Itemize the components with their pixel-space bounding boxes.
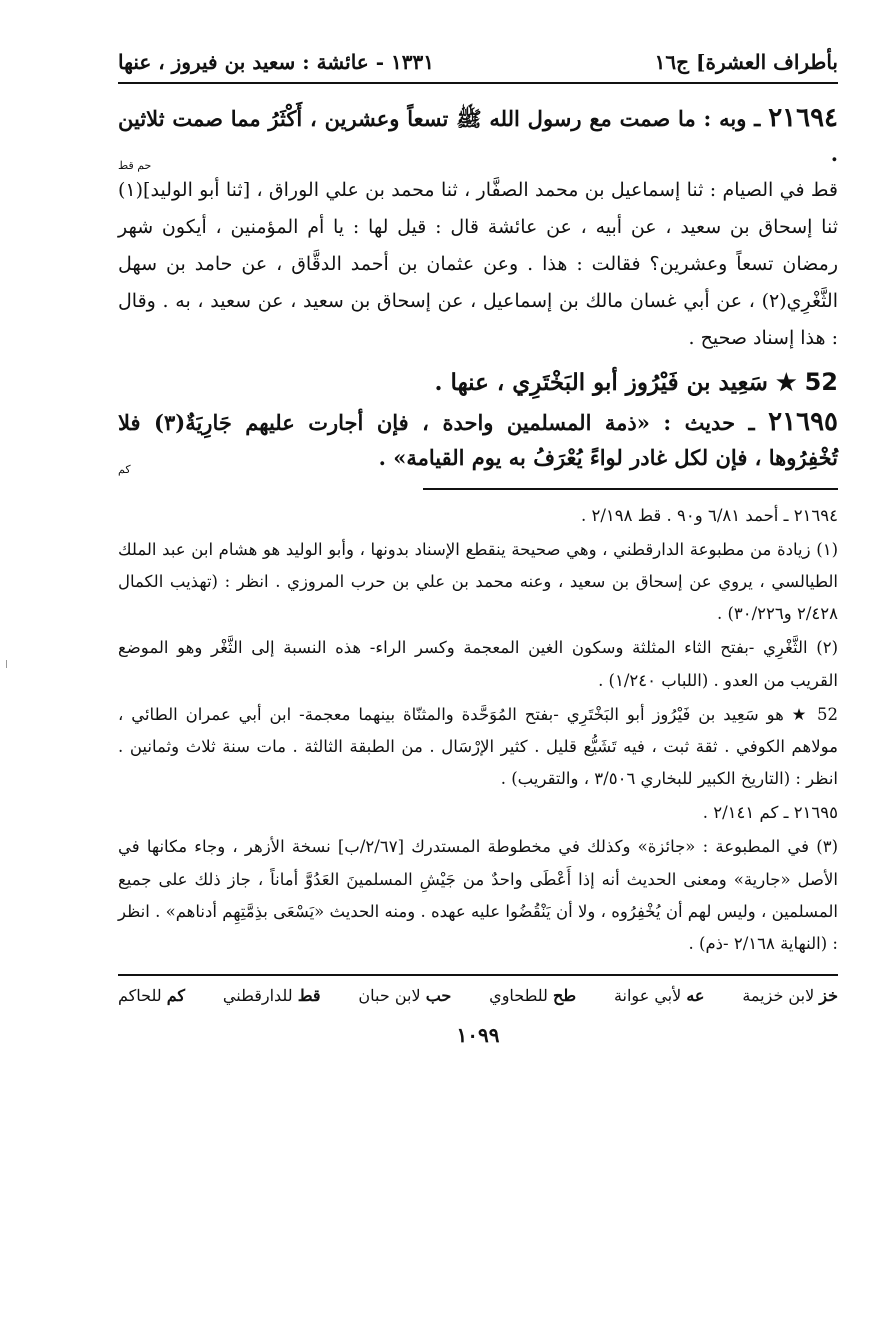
- footnote: (٣) في المطبوعة : «جائزة» وكذلك في مخطوطة المستدرك [٢/٦٧/ب] نسخة الأزهر ، وجاء مكانها في الأصل «جارية» ومعنى الحديث أنه إذا أَعْطَى واحدٌ من جَيْشِ المسلمينَ العَدُوَّ أماناً ، جاز ذلك على جميع المسلمين ، وليس لهم أن يُخْفِرُوه ، ولا أن يَنْقُضُوا عليه عهده . ومنه الحديث «يَسْعَى بذِمَّتِهِم أدناهم» . انظر : (النهاية ٢/١٦٨ -ذم) .: [118, 837, 839, 953]
- sigla-item: عه لأبي عوانة: [613, 986, 705, 1006]
- footnote: ٢١٦٩٥ ـ كم ٢/١٤١ .: [702, 803, 838, 823]
- footnote: ٢١٦٩٤ ـ أحمد ٦/٨١ و٩٠ . قط ٢/١٩٨ .: [580, 505, 838, 525]
- narrator-name: سَعِيد بن فَيْرُوز أبو البَخْتَرِي ، عنها .: [434, 369, 768, 397]
- footnotes: [118, 500, 838, 960]
- footnote-rule: [423, 488, 838, 490]
- sigla-legend: [118, 986, 838, 1005]
- page-number: ١٠٩٩: [456, 1023, 500, 1048]
- narrator-number: 52: [804, 368, 838, 397]
- header-book-part: بأطراف العشرة] ج١٦: [654, 50, 838, 74]
- entry-text: ـ وبه : ما صمت مع رسول الله ﷺ تسعاً وعشرين ، أَكْثَرُ مما صمت ثلاثين .: [118, 106, 838, 167]
- footnote: 52 ★ هو سَعِيد بن فَيْرُوز أبو البَخْتَرِي -بفتح المُوَحَّدة والمثنّاة بينهما معجمة- ابن أبي عمران الطائي ، مولاهم الكوفي . ثقة ثبت ، فيه تَشَيُّع قليل . كثير الإرْسَال . من الطبقة الثالثة . مات سنة ثلاث وثمانين . انظر : (التاريخ الكبير للبخاري ٣/٥٠٦ ، والتقريب) .: [118, 704, 838, 789]
- sigla-item: كم للحاكم: [118, 986, 186, 1006]
- header-rule: [118, 82, 838, 84]
- sigla-item: طح للطحاوي: [489, 986, 577, 1006]
- entry-number: ٢١٦٩٥: [768, 406, 838, 437]
- entry-sigla: كم: [118, 462, 131, 476]
- entry-text: ـ حديث : «ذمة المسلمين واحدة ، فإن أجارت عليهم جَارِيَةٌ(٣) فلا تُخْفِرُوها ، فإن لكل غادر لواءً يُعْرَفُ به يوم القيامة» .: [118, 409, 838, 471]
- star-icon: ★: [775, 369, 797, 397]
- entry-number: ٢١٦٩٤: [768, 103, 839, 133]
- scan-edge-mark: [6, 660, 7, 668]
- footnote: (١) زيادة من مطبوعة الدارقطني ، وهي صحيحة ينقطع الإسناد بدونها ، وأبو الوليد هو هشام ابن عبد الملك الطيالسي ، يروي عن إسحاق بن سعيد ، وعنه محمد بن علي بن حرب المروزي . انظر : (تهذيب الكمال ٢/٤٢٨ و٣٠/٢٢٦) .: [118, 539, 838, 624]
- book-page: [118, 50, 838, 1047]
- entry-sigla: حم قط: [118, 158, 152, 172]
- narrator-heading: [118, 363, 838, 402]
- sigla-item: خز لابن خزيمة: [742, 986, 838, 1006]
- sigla-item: قط للدارقطني: [222, 986, 321, 1006]
- header-running-title: ١٣٣١ - عائشة : سعيد بن فيروز ، عنها: [118, 50, 434, 74]
- isnad-paragraph: قط في الصيام : ثنا إسماعيل بن محمد الصفَّار ، ثنا محمد بن علي الوراق ، [ثنا أبو الوليد](١) ثنا إسحاق بن سعيد ، عن أبيه ، عن عائشة قال : قيل لها : يا أم المؤمنين ، أيكون شهر رمضان تسعاً وعشرين؟ فقالت : هذا . وعن عثمان بن أحمد الدقَّاق ، عن حامد بن سهل الثَّغْرِي(٢) ، عن أبي غسان مالك بن إسماعيل ، عن إسحاق بن سعيد ، عن سعيد ، به . وقال : هذا إسناد صحيح .: [118, 178, 838, 350]
- running-header: [118, 50, 838, 82]
- footnote: (٢) الثَّغْرِي -بفتح الثاء المثلثة وسكون الغين المعجمة وكسر الراء- هذه النسبة إلى الثَّغْر وهو الموضع القريب من العدو . (اللباب ١/٢٤٠) .: [118, 638, 838, 690]
- legend-rule: [118, 974, 838, 976]
- sigla-item: حب لابن حبان: [358, 986, 452, 1006]
